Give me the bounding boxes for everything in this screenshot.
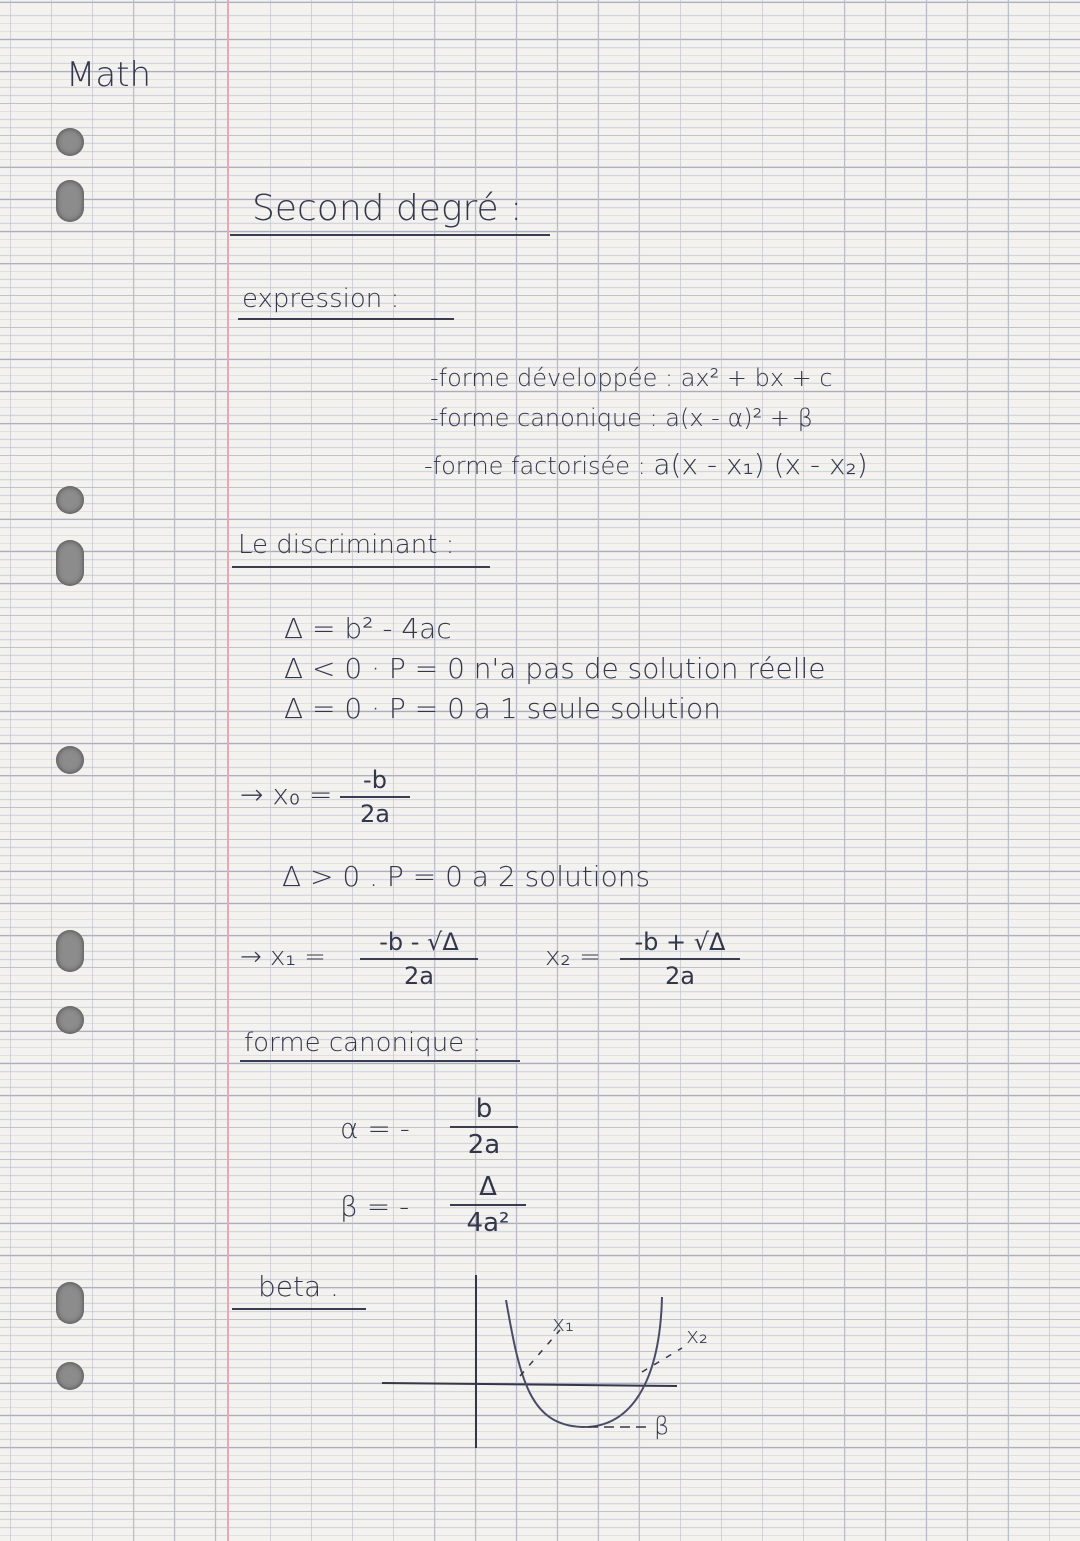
x2-numerator: -b + √Δ — [634, 928, 726, 956]
binder-hole — [56, 1006, 84, 1034]
canonique-underline — [240, 1060, 520, 1062]
x0-numerator: -b — [363, 766, 387, 794]
binder-hole — [56, 930, 84, 972]
expression-heading: expression : — [242, 284, 400, 314]
x1-denominator: 2a — [404, 962, 434, 990]
x-axis — [382, 1383, 677, 1386]
delta-positive: Δ > 0 . P = 0 a 2 solutions — [282, 860, 651, 893]
subject-label: Math — [66, 55, 152, 95]
x1-fraction — [360, 928, 478, 990]
form-factorisee-formula: a(x - x₁) (x - x₂) — [653, 448, 868, 481]
form-developpee — [430, 364, 833, 392]
fraction-bar — [340, 796, 410, 798]
fraction-bar — [620, 958, 740, 960]
fraction-bar — [360, 958, 478, 960]
x0-denominator: 2a — [360, 800, 390, 828]
beta-denominator: 4a² — [466, 1208, 510, 1238]
x2-lhs: x₂ = — [545, 942, 601, 972]
x0-fraction — [340, 766, 410, 828]
alpha-denominator: 2a — [467, 1130, 501, 1160]
parabola-curve — [506, 1297, 662, 1427]
form-factorisee — [424, 448, 868, 481]
binder-hole — [56, 746, 84, 774]
binder-hole — [56, 1362, 84, 1390]
beta-label: β — [654, 1412, 670, 1440]
discriminant-heading: Le discriminant : — [238, 530, 455, 560]
x2-label: x₂ — [686, 1324, 708, 1349]
alpha-lhs: α = - — [340, 1112, 410, 1145]
graph-heading-underline — [232, 1308, 366, 1310]
form-developpee-formula: ax² + bx + c — [680, 364, 833, 392]
beta-numerator: Δ — [479, 1172, 497, 1202]
x0-lhs: → x₀ = — [240, 778, 333, 811]
form-canonique — [430, 404, 813, 432]
binder-hole — [56, 1282, 84, 1324]
alpha-fraction — [450, 1094, 518, 1160]
expression-underline — [238, 318, 454, 320]
graph-heading: beta . — [258, 1270, 339, 1303]
x1-lhs: → x₁ = — [240, 942, 326, 972]
discriminant-underline — [232, 566, 490, 568]
x1-numerator: -b - √Δ — [379, 928, 459, 956]
canonique-heading: forme canonique : — [244, 1028, 482, 1058]
form-factorisee-label: -forme factorisée : — [424, 452, 646, 480]
form-developpee-label: -forme développée : — [430, 364, 674, 392]
alpha-numerator: b — [475, 1094, 493, 1124]
title-underline — [230, 234, 550, 236]
page-title: Second degré : — [252, 188, 523, 229]
fraction-bar — [450, 1126, 518, 1128]
binder-hole — [56, 180, 84, 222]
binder-hole — [56, 540, 84, 586]
delta-negative: Δ < 0 · P = 0 n'a pas de solution réelle — [284, 652, 826, 685]
x2-dash — [642, 1348, 682, 1372]
x2-denominator: 2a — [665, 962, 695, 990]
beta-lhs: β = - — [340, 1190, 410, 1223]
x1-label: x₁ — [552, 1312, 574, 1337]
form-canonique-label: -forme canonique : — [430, 404, 658, 432]
beta-fraction — [450, 1172, 526, 1238]
delta-formula: Δ = b² - 4ac — [284, 612, 452, 645]
delta-zero: Δ = 0 · P = 0 a 1 seule solution — [284, 692, 721, 725]
binder-hole — [56, 128, 84, 156]
form-canonique-formula: a(x - α)² + β — [665, 404, 813, 432]
x2-fraction — [620, 928, 740, 990]
fraction-bar — [450, 1204, 526, 1206]
binder-hole — [56, 486, 84, 514]
